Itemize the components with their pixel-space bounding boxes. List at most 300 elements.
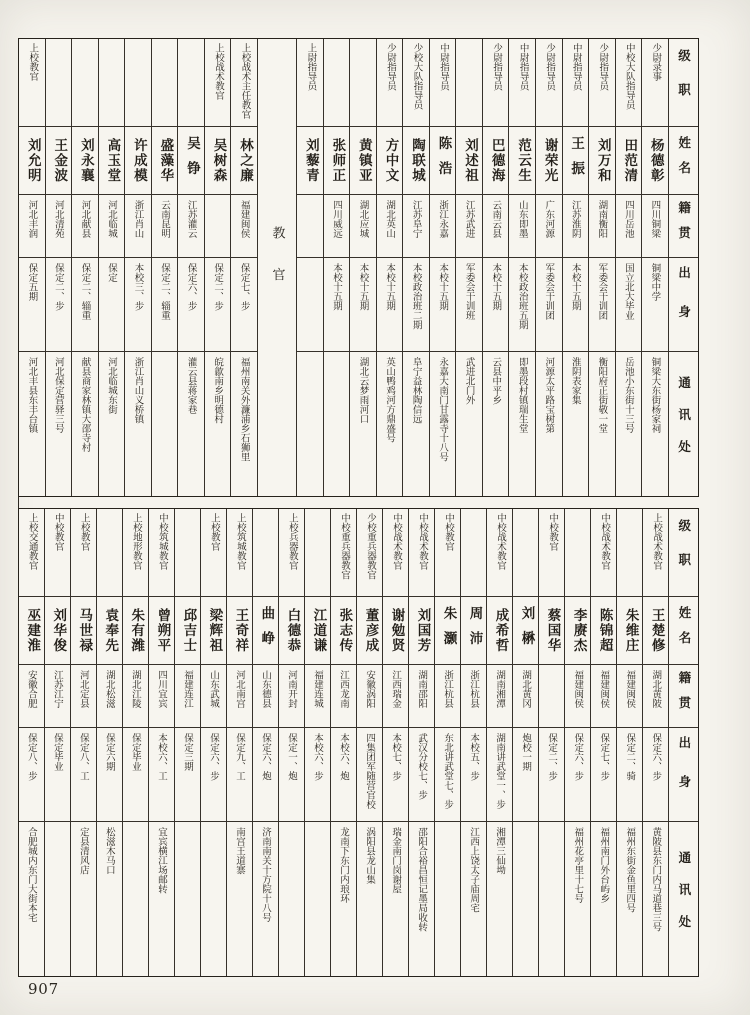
cell-native-text: 福建连江	[181, 670, 193, 708]
cell-native-text: 江西龙南	[338, 670, 350, 708]
cell-rank-text: 上校地形教官	[130, 513, 142, 570]
cell-name	[616, 127, 642, 195]
cell-origin-text: 本校政治班二期	[410, 263, 422, 330]
cell-native	[205, 195, 231, 258]
cell-native-text: 江苏淮阴	[569, 200, 581, 238]
cell-native-text: 四川宜宾	[155, 670, 167, 708]
cell-native	[331, 665, 356, 728]
cell-name-text: 陈浩	[435, 135, 452, 186]
cell-address	[227, 822, 252, 976]
cell-origin-text: 保定六、步	[207, 733, 219, 781]
cell-origin-text: 本校七、步	[390, 733, 402, 781]
cell-native	[536, 195, 562, 258]
cell-origin	[461, 728, 486, 822]
person-column	[536, 39, 563, 496]
cell-address-text: 灌云县蒋家巷	[185, 357, 197, 414]
cell-native-text: 山东即墨	[516, 200, 528, 238]
cell-rank	[563, 39, 589, 127]
row-label-rank	[669, 39, 698, 127]
cell-native	[152, 195, 178, 258]
cell-rank-text: 上校兵器教官	[286, 513, 298, 570]
cell-native-text: 江苏阜宁	[410, 200, 422, 238]
cell-origin	[331, 728, 356, 822]
cell-native-text: 湖南湘潭	[494, 670, 506, 708]
cell-native	[201, 665, 226, 728]
cell-rank	[617, 509, 642, 597]
cell-native	[297, 195, 323, 258]
cell-name-text: 王奇祥	[232, 607, 249, 654]
row-label-text: 级职	[676, 48, 692, 117]
cell-address-text: 献县商家林镇大邵寺村	[79, 357, 91, 452]
cell-rank	[357, 509, 382, 597]
cell-rank-text: 上校教官	[78, 513, 90, 551]
cell-rank	[461, 509, 486, 597]
person-column	[377, 39, 404, 496]
cell-origin	[297, 258, 323, 352]
cell-name	[591, 597, 616, 665]
person-column	[305, 509, 331, 976]
cell-address-text: 福州东街金鱼里四号	[624, 827, 636, 913]
cell-rank-text: 上校教官	[27, 43, 39, 81]
cell-name	[377, 127, 403, 195]
cell-address	[642, 352, 668, 496]
cell-native-text: 浙江肖山	[132, 200, 144, 238]
person-column	[403, 39, 430, 496]
cell-name	[71, 597, 96, 665]
cell-native	[279, 665, 304, 728]
cell-name	[643, 597, 668, 665]
cell-origin	[483, 258, 509, 352]
person-column	[125, 39, 152, 496]
cell-name	[178, 127, 204, 195]
cell-name	[350, 127, 376, 195]
cell-rank	[45, 509, 70, 597]
cell-address	[539, 822, 564, 976]
cell-native	[46, 195, 72, 258]
cell-name-text: 江道谦	[310, 607, 327, 654]
cell-origin	[175, 728, 200, 822]
cell-address	[205, 352, 231, 496]
person-column	[227, 509, 253, 976]
cell-address-text: 皖歙南乡明德村	[212, 357, 224, 424]
cell-name	[297, 127, 323, 195]
cell-origin	[589, 258, 615, 352]
cell-rank-text: 中校战术教官	[390, 513, 402, 570]
cell-rank	[591, 509, 616, 597]
cell-origin-text: 铜梁中学	[649, 263, 661, 301]
cell-native	[509, 195, 535, 258]
cell-address	[616, 352, 642, 496]
cell-address	[331, 822, 356, 976]
cell-name-text: 吴树森	[210, 137, 227, 184]
cell-native	[403, 195, 429, 258]
cell-name	[125, 127, 151, 195]
cell-address	[279, 822, 304, 976]
person-column	[205, 39, 232, 496]
cell-rank	[331, 509, 356, 597]
cell-address-text: 龙南下东门内琅环	[338, 827, 350, 903]
cell-name-text: 刘永襄	[77, 137, 94, 184]
cell-name	[231, 127, 257, 195]
cell-native	[591, 665, 616, 728]
person-column	[71, 509, 97, 976]
cell-rank-text: 上校交通教官	[26, 513, 38, 570]
row-label-text: 姓名	[676, 605, 692, 656]
cell-name	[357, 597, 382, 665]
cell-rank	[409, 509, 434, 597]
cell-name-text: 杨德彰	[647, 137, 664, 184]
row-header-column	[669, 39, 698, 496]
cell-origin-text: 保定毕业	[129, 733, 141, 771]
cell-native-text: 福建闽侯	[238, 200, 250, 238]
cell-origin	[617, 728, 642, 822]
cell-address	[19, 822, 44, 976]
person-column	[324, 39, 351, 496]
cell-address-text: 河源太平路宝树第	[543, 357, 555, 433]
cell-address	[201, 822, 226, 976]
cell-name-text: 巫建淮	[24, 607, 41, 654]
cell-rank-text: 上尉指导员	[305, 43, 317, 91]
section-divider-cell	[258, 39, 296, 496]
row-label-name	[669, 597, 698, 665]
cell-origin	[409, 728, 434, 822]
cell-native	[430, 195, 456, 258]
cell-native	[178, 195, 204, 258]
cell-name-text: 巴德海	[488, 137, 505, 184]
cell-address	[487, 822, 512, 976]
cell-name	[536, 127, 562, 195]
cell-address	[46, 352, 72, 496]
cell-origin-text: 本校六、工	[155, 733, 167, 781]
cell-name-text: 吴铮	[183, 135, 200, 186]
cell-native-text: 江苏灌云	[185, 200, 197, 238]
cell-origin	[19, 728, 44, 822]
cell-address-text: 济南南关十方院十八号	[260, 827, 271, 922]
cell-origin-text: 湖南讲武堂一、步	[494, 733, 506, 809]
person-column	[589, 39, 616, 496]
cell-name	[201, 597, 226, 665]
cell-native	[487, 665, 512, 728]
cell-native	[642, 195, 668, 258]
cell-rank	[253, 509, 278, 597]
cell-rank	[589, 39, 615, 127]
person-column	[175, 509, 201, 976]
roster-tables	[18, 38, 699, 977]
cell-name-text: 陈锦超	[596, 607, 613, 654]
cell-address	[483, 352, 509, 496]
cell-native-text: 河北南宫	[233, 670, 245, 708]
row-label-text: 通讯处	[676, 376, 692, 472]
cell-name	[409, 597, 434, 665]
cell-native	[377, 195, 403, 258]
cell-address	[589, 352, 615, 496]
cell-origin-text: 东北讲武堂七、步	[442, 733, 454, 809]
cell-name	[403, 127, 429, 195]
cell-origin	[513, 728, 538, 822]
cell-address	[149, 822, 174, 976]
cell-name-text: 王楚修	[648, 607, 665, 654]
cell-name-text: 张师正	[329, 137, 346, 184]
cell-name	[430, 127, 456, 195]
person-column	[616, 39, 643, 496]
cell-name-text: 邱吉士	[180, 607, 197, 654]
cell-name	[149, 597, 174, 665]
cell-address	[125, 352, 151, 496]
cell-rank-text: 中校战术教官	[599, 513, 611, 570]
officer-roster-table-top	[18, 38, 699, 497]
cell-name	[175, 597, 200, 665]
cell-address-text: 浙江肖山义桥镇	[132, 357, 144, 424]
cell-origin	[125, 258, 151, 352]
cell-rank-text: 少尉录事	[650, 43, 662, 81]
cell-rank-text: 上校战术主任教官	[239, 43, 251, 119]
cell-rank	[642, 39, 668, 127]
person-column	[279, 509, 305, 976]
cell-address-text: 岳池小东街十三号	[622, 357, 634, 433]
cell-address	[97, 822, 122, 976]
cell-origin	[205, 258, 231, 352]
cell-native-text: 福建闽侯	[598, 670, 610, 708]
cell-rank-text: 上校战术教官	[213, 43, 225, 100]
cell-native-text: 江苏武进	[463, 200, 475, 238]
cell-native-text: 河南开封	[286, 670, 298, 708]
cell-address	[178, 352, 204, 496]
section-divider-column	[258, 39, 297, 496]
cell-native	[125, 195, 151, 258]
cell-origin-text: 保定八、工	[77, 733, 89, 781]
cell-address	[617, 822, 642, 976]
cell-origin-text: 军委会干训团	[596, 263, 608, 320]
cell-address-text: 铜梁大东街杨家祠	[649, 357, 661, 433]
cell-name	[152, 127, 178, 195]
cell-rank	[435, 509, 460, 597]
cell-origin-text: 保定六、步	[650, 733, 662, 781]
cell-origin	[46, 258, 72, 352]
cell-native	[350, 195, 376, 258]
row-label-text: 级职	[676, 518, 692, 587]
cell-rank-text: 上校战术教官	[651, 513, 663, 570]
cell-origin-text: 保定二、步	[52, 263, 64, 311]
cell-name	[324, 127, 350, 195]
cell-origin	[201, 728, 226, 822]
cell-native	[305, 665, 330, 728]
cell-native	[513, 665, 538, 728]
person-column	[456, 39, 483, 496]
person-column	[642, 39, 669, 496]
cell-native	[324, 195, 350, 258]
cell-rank	[72, 39, 98, 127]
cell-native	[589, 195, 615, 258]
cell-native-text: 浙江杭县	[442, 670, 454, 708]
person-column	[483, 39, 510, 496]
cell-name-text: 谢勉贤	[388, 607, 405, 654]
cell-native	[409, 665, 434, 728]
person-column	[563, 39, 590, 496]
cell-name-text: 刘国芳	[414, 607, 431, 654]
cell-address	[643, 822, 668, 976]
officer-roster-table-bottom	[18, 508, 699, 977]
cell-rank-text: 中尉指导员	[517, 43, 529, 91]
cell-rank-text: 中校筑城教官	[156, 513, 168, 570]
person-column	[350, 39, 377, 496]
cell-address	[435, 822, 460, 976]
person-column	[565, 509, 591, 976]
row-header-column	[669, 509, 698, 976]
cell-native	[461, 665, 486, 728]
cell-native	[539, 665, 564, 728]
cell-origin-text: 保定二、辎重	[159, 263, 171, 320]
cell-address	[152, 352, 178, 496]
row-label-origin	[669, 258, 698, 352]
cell-rank	[46, 39, 72, 127]
cell-address	[231, 352, 257, 496]
cell-rank-text: 少尉指导员	[544, 43, 556, 91]
cell-name-text: 刘藜青	[302, 137, 319, 184]
cell-name	[99, 127, 125, 195]
cell-rank	[231, 39, 257, 127]
cell-rank	[536, 39, 562, 127]
cell-origin	[350, 258, 376, 352]
cell-native-text: 福建连城	[312, 670, 324, 708]
cell-address	[350, 352, 376, 496]
cell-rank-text: 中校大队指导员	[623, 43, 635, 110]
cell-name	[383, 597, 408, 665]
cell-native-text: 湖北江陵	[129, 670, 141, 708]
cell-native	[123, 665, 148, 728]
cell-origin	[71, 728, 96, 822]
cell-rank	[71, 509, 96, 597]
cell-native-text: 云南云县	[490, 200, 502, 238]
cell-native-text: 山东德县	[260, 670, 271, 708]
person-column	[617, 509, 643, 976]
cell-origin	[383, 728, 408, 822]
cell-address	[377, 352, 403, 496]
cell-address	[430, 352, 456, 496]
cell-address	[357, 822, 382, 976]
cell-address	[324, 352, 350, 496]
cell-address	[563, 352, 589, 496]
row-label-text: 出身	[676, 265, 692, 344]
person-column	[409, 509, 435, 976]
cell-rank	[487, 509, 512, 597]
cell-name-text: 朱有潍	[128, 607, 145, 654]
cell-name-text: 盛藻华	[157, 137, 174, 184]
cell-name-text: 袁奉先	[102, 607, 119, 654]
cell-origin	[19, 258, 45, 352]
cell-native-text: 福建闽侯	[624, 670, 636, 708]
person-column	[178, 39, 205, 496]
cell-rank-text: 少校大队指导员	[411, 43, 423, 110]
cell-rank	[377, 39, 403, 127]
cell-origin-text: 保定一、炮	[286, 733, 298, 781]
cell-origin	[509, 258, 535, 352]
cell-origin	[231, 258, 257, 352]
row-label-text: 出身	[676, 735, 692, 814]
cell-rank-text: 中校战术教官	[417, 513, 428, 570]
person-column	[123, 509, 149, 976]
cell-origin-text: 本校三、步	[132, 263, 144, 311]
cell-rank	[178, 39, 204, 127]
cell-address-text: 永嘉大南门甘露寺十八号	[437, 357, 449, 462]
cell-rank	[403, 39, 429, 127]
cell-address-text: 瑞金南门岗谢屋	[390, 827, 402, 894]
cell-native-text: 湖南衡阳	[596, 200, 608, 238]
cell-origin-text: 本校五、步	[468, 733, 480, 781]
cell-origin-text: 保定五期	[26, 263, 38, 301]
cell-origin-text: 本校十五期	[437, 263, 449, 311]
cell-native	[227, 665, 252, 728]
cell-name-text: 王振	[568, 135, 585, 186]
person-column	[149, 509, 175, 976]
cell-native	[45, 665, 70, 728]
cell-native-text: 湖北松滋	[103, 670, 115, 708]
cell-rank	[383, 509, 408, 597]
cell-native	[175, 665, 200, 728]
cell-rank	[643, 509, 668, 597]
cell-address-text: 涡阳县龙山集	[364, 827, 376, 884]
cell-origin	[616, 258, 642, 352]
cell-origin-text: 武汉分校七、步	[416, 733, 428, 800]
cell-origin-text: 军委会干训班	[463, 263, 475, 320]
cell-native-text: 湖南邵阳	[416, 670, 428, 708]
cell-name-text: 范云生	[515, 137, 532, 184]
cell-name	[46, 127, 72, 195]
cell-origin-text: 炮校一期	[520, 733, 532, 771]
cell-address-text: 湖北云梦雨河口	[357, 357, 369, 424]
cell-name	[565, 597, 590, 665]
cell-name-text: 陶联城	[408, 137, 425, 184]
person-column	[461, 509, 487, 976]
cell-native-text: 河北清苑	[52, 200, 64, 238]
page-number: 907	[28, 980, 59, 998]
cell-name	[513, 597, 538, 665]
cell-native	[435, 665, 460, 728]
cell-address-text: 河北丰县东丰台镇	[26, 357, 38, 433]
cell-rank-text: 中校教官	[52, 513, 64, 551]
cell-origin-text: 保定六、炮	[260, 733, 271, 781]
cell-rank	[201, 509, 226, 597]
cell-name	[97, 597, 122, 665]
cell-rank	[565, 509, 590, 597]
cell-origin-text: 本校政治班五期	[516, 263, 528, 330]
cell-origin-text: 军委会干训团	[543, 263, 555, 320]
cell-name-text: 周沛	[466, 605, 483, 656]
cell-address-text: 定县清风店	[77, 827, 89, 875]
cell-rank-text: 中尉指导员	[438, 43, 450, 91]
cell-native	[617, 665, 642, 728]
cell-name	[539, 597, 564, 665]
cell-origin	[456, 258, 482, 352]
cell-rank-text: 中校教官	[443, 513, 455, 551]
cell-name-text: 刘允明	[24, 137, 41, 184]
cell-origin-text: 保定三期	[181, 733, 193, 771]
cell-name-text: 田范清	[621, 137, 638, 184]
row-label-native	[669, 195, 698, 258]
cell-name-text: 刘楙	[518, 605, 535, 656]
cell-address-text: 南宫王道寨	[233, 827, 245, 875]
cell-origin	[591, 728, 616, 822]
cell-name-text: 白德恭	[284, 607, 301, 654]
cell-address	[461, 822, 486, 976]
person-column	[297, 39, 324, 496]
cell-origin	[536, 258, 562, 352]
cell-name	[45, 597, 70, 665]
cell-native-text: 安徽涡阳	[364, 670, 376, 708]
cell-name	[205, 127, 231, 195]
person-column	[152, 39, 179, 496]
cell-origin-text: 保定二、骑	[624, 733, 636, 781]
cell-origin	[97, 728, 122, 822]
